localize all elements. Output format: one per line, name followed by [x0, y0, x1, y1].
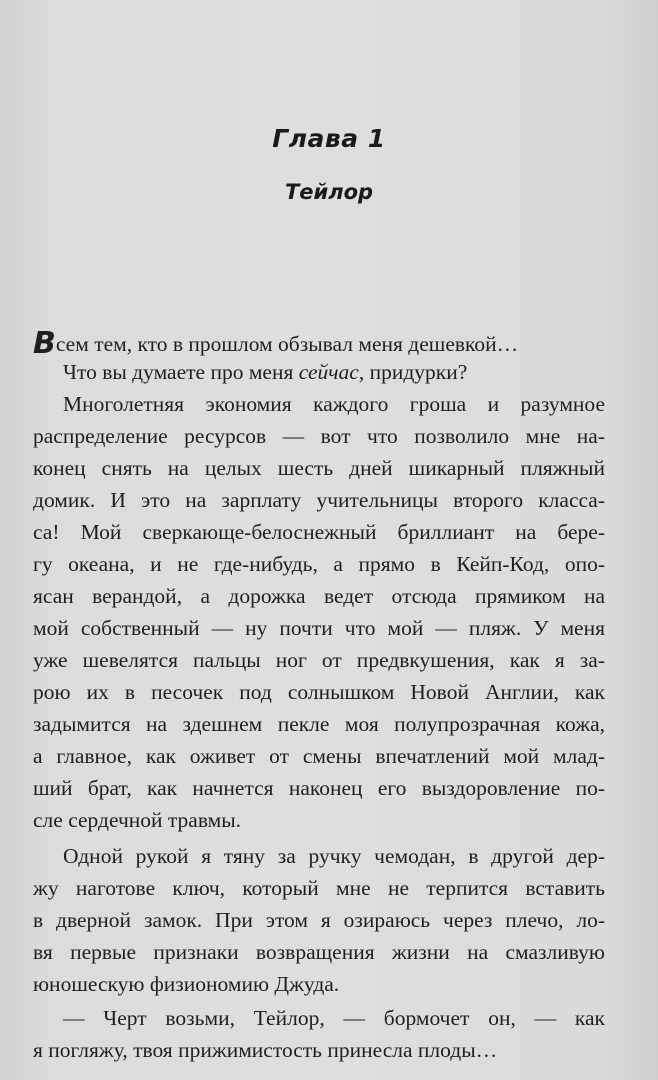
paragraph-line: Что вы думаете про меня сейчас, придурки?	[63, 360, 468, 384]
paragraph-line: задымится на здешнем пекле моя полупрозрачная кожа,	[33, 712, 605, 736]
paragraph-line: домик. И это на зарплату учительницы второго класса-	[33, 488, 605, 512]
paragraph-line: Одной рукой я тяну за ручку чемодан, в другой дер-	[63, 844, 605, 868]
paragraph-line: сле сердечной травмы.	[33, 808, 242, 832]
paragraph-line: рою их в песочек под солнышком Новой Англии, как	[33, 680, 605, 704]
paragraph-line: мой собственный — ну почти что мой — пляж. У меня	[33, 616, 605, 640]
emphasis: сейчас	[298, 360, 359, 384]
paragraph-line: а главное, как оживет от смены впечатлений мой млад-	[33, 744, 605, 768]
paragraph-line: жу наготове ключ, который мне не терпится вставить	[33, 876, 605, 900]
paragraph-line: юношескую физиономию Джуда.	[33, 972, 340, 996]
paragraph-line: я погляжу, твоя прижимистость принесла плоды…	[33, 1038, 498, 1062]
drop-cap: В	[33, 326, 56, 361]
paragraph-line: Многолетняя экономия каждого гроша и разумное	[63, 392, 605, 416]
chapter-subtitle: Тейлор	[284, 180, 374, 204]
paragraph-line: конец снять на целых шесть дней шикарный пляжный	[33, 456, 605, 480]
chapter-title: Глава 1	[272, 124, 386, 153]
paragraph-line: — Черт возьми, Тейлор, — бормочет он, — как	[63, 1006, 605, 1030]
paragraph-line: ший брат, как начнется наконец его выздоровление по-	[33, 776, 605, 800]
paragraph-line: вя первые признаки возвращения жизни на смазливую	[33, 940, 605, 964]
paragraph-line: ясан верандой, а дорожка ведет отсюда прямиком на	[33, 584, 605, 608]
paragraph-line: гу океана, и не где-нибудь, а прямо в Кейп-Код, опо-	[33, 552, 605, 576]
paragraph-line: в дверной замок. При этом я озираюсь через плечо, ло-	[33, 908, 605, 932]
paragraph-line: са! Мой сверкающе-белоснежный бриллиант на бере-	[33, 520, 605, 544]
paragraph-line: Всем тем, кто в прошлом обзывал меня дешевкой…	[33, 326, 519, 361]
paragraph-line: уже шевелятся пальцы ног от предвкушения, как я за-	[33, 648, 605, 672]
paragraph-line: распределение ресурсов — вот что позволило мне на-	[33, 424, 605, 448]
